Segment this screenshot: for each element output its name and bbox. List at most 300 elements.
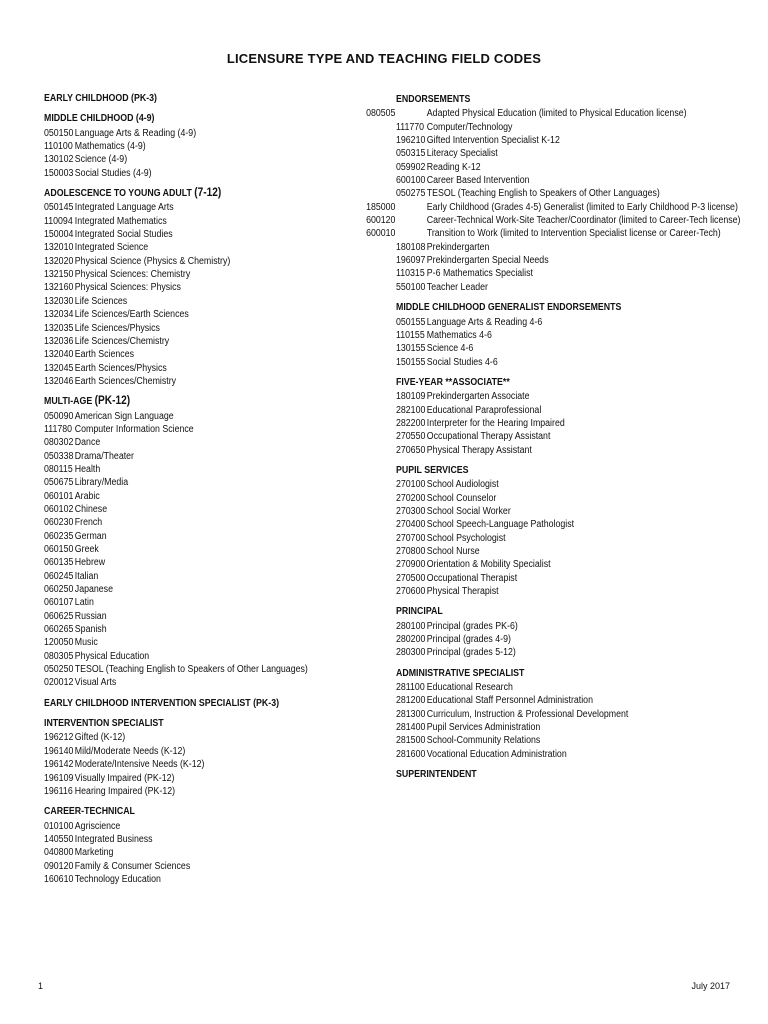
field-name: School Nurse: [426, 546, 480, 557]
field-code: 270550: [396, 431, 426, 443]
field-code: 196142: [44, 759, 74, 771]
field-code-row: [44, 362, 361, 375]
field-code: 050250: [44, 664, 74, 676]
field-name: French: [74, 517, 103, 529]
field-code: 281300: [396, 708, 426, 720]
section-heading-text: INTERVENTION SPECIALIST: [44, 718, 164, 730]
section-heading-text: EARLY CHILDHOOD INTERVENTION SPECIALIST (PK-3): [44, 697, 280, 709]
field-name: Orientation & Mobility Specialist: [426, 559, 551, 571]
field-name: Vocational Education Administration: [426, 748, 567, 760]
field-code-row: [44, 490, 361, 503]
field-name: Mathematics (4-9): [74, 141, 146, 153]
field-name: Principal (grades 5-12): [426, 647, 516, 659]
section-heading-text: SUPERINTENDENT: [396, 769, 477, 781]
field-code: 270400: [396, 519, 426, 531]
field-code-row: [44, 153, 361, 166]
field-code-row: [396, 646, 748, 659]
field-name: Career-Technical Work-Site Teacher/Coordinator (limited to Career-Tech license): [426, 215, 741, 227]
field-code: 110094: [44, 215, 73, 227]
field-name: Pupil Services Administration: [426, 722, 541, 734]
field-code-row: [396, 478, 748, 491]
section-heading-text: ENDORSEMENTS: [396, 94, 471, 105]
field-code-row: [396, 187, 748, 200]
field-name: Educational Research: [426, 682, 513, 694]
section-heading-text: PUPIL SERVICES: [396, 464, 469, 476]
field-code-row: [44, 348, 361, 361]
field-name: TESOL (Teaching English to Speakers of Other Languages): [74, 664, 308, 676]
field-code: 050150: [44, 127, 74, 139]
field-name: Integrated Social Studies: [74, 229, 173, 241]
field-name: Life Sciences/Earth Sciences: [74, 309, 189, 321]
field-code: 020012: [44, 677, 74, 689]
field-code: 110100: [44, 141, 73, 153]
field-code-row: [396, 404, 748, 417]
field-code: 150155: [396, 356, 426, 368]
field-code: 180109: [396, 391, 426, 403]
section-career-technical: [44, 805, 361, 886]
field-code: 550100: [396, 281, 426, 293]
section-middle-childhood-4-9: [44, 112, 361, 180]
section-five-year-associate: [396, 376, 748, 457]
field-code: 090120: [44, 860, 74, 872]
field-code-row: [396, 390, 748, 403]
field-code: 281400: [396, 722, 426, 734]
field-code-row: [44, 436, 361, 449]
field-code: 270650: [396, 444, 426, 456]
field-code: 050275: [396, 188, 426, 200]
field-code-row: [44, 127, 361, 140]
field-code: 060245: [44, 570, 74, 582]
field-code-row: [396, 681, 748, 694]
field-code-row: [44, 758, 361, 771]
field-code-row: [396, 532, 748, 545]
field-name: German: [74, 530, 107, 542]
field-name: P-6 Mathematics Specialist: [426, 268, 533, 280]
field-code-row: [44, 463, 361, 476]
field-code-row: [44, 846, 361, 859]
field-code: 600010: [366, 228, 396, 240]
field-code: 060230: [44, 517, 74, 529]
field-name: Physical Science (Physics & Chemistry): [74, 255, 231, 267]
field-code: 060102: [44, 503, 74, 515]
field-name: Japanese: [74, 584, 113, 596]
section-heading: [44, 805, 361, 818]
section-heading-range: (7-12): [194, 187, 222, 200]
field-code-row: [44, 636, 361, 649]
field-name: Reading K-12: [426, 161, 481, 173]
field-code: 050155: [396, 316, 426, 328]
field-name: Physical Education: [74, 650, 150, 662]
field-name: TESOL (Teaching English to Speakers of Other Languages): [426, 188, 660, 200]
field-code: 130102: [44, 154, 74, 166]
field-name: Early Childhood (Grades 4-5) Generalist (limited to Early Childhood P-3 license): [426, 201, 738, 213]
field-code: 140550: [44, 833, 74, 845]
field-code-row: [366, 201, 748, 214]
field-code-row: [44, 860, 361, 873]
field-code: 050338: [44, 450, 74, 462]
field-name: School Social Worker: [426, 505, 511, 517]
field-code-row: [44, 410, 361, 423]
field-code: 196109: [44, 772, 74, 784]
field-code: 060625: [44, 610, 74, 622]
section-heading: [396, 605, 748, 618]
field-name: Gifted (K-12): [74, 732, 126, 744]
field-code: 130155: [396, 343, 426, 355]
field-code: 060107: [44, 597, 74, 609]
field-code-row: [44, 241, 361, 254]
field-code: 132160: [44, 282, 74, 294]
field-code: 060150: [44, 544, 74, 555]
field-code-row: [396, 748, 748, 761]
field-code-row: [44, 820, 361, 833]
field-code-row: [396, 620, 748, 633]
field-name: School Counselor: [426, 492, 497, 504]
left-column: [44, 92, 361, 886]
field-code-row: [396, 281, 748, 294]
field-name: Language Arts & Reading 4-6: [426, 316, 543, 328]
field-code-row: [44, 623, 361, 636]
field-code: 132030: [44, 295, 74, 307]
field-code: 281200: [396, 695, 426, 707]
section-heading-text: MIDDLE CHILDHOOD (4-9): [44, 113, 155, 125]
field-code: 282100: [396, 404, 426, 416]
section-heading: [44, 697, 361, 710]
field-code-row: [44, 650, 361, 663]
section-heading: [44, 112, 361, 125]
section-heading-text: ADOLESCENCE TO YOUNG ADULT: [44, 188, 195, 200]
field-code-row: [44, 556, 361, 569]
field-name: Prekindergarten Special Needs: [426, 255, 549, 267]
field-name: Marketing: [74, 847, 114, 859]
field-code-row: [44, 663, 361, 676]
field-name: Computer Information Science: [74, 423, 194, 435]
section-heading: [44, 92, 361, 105]
section-early-childhood-intervention-specialist-pk-3: [44, 697, 361, 710]
field-code-row: [44, 423, 361, 436]
field-code-row: [396, 558, 748, 571]
field-name: Chinese: [74, 503, 108, 515]
section-heading-text: ADMINISTRATIVE SPECIALIST: [396, 667, 525, 679]
field-name: School-Community Relations: [426, 735, 541, 747]
field-code: 050675: [44, 477, 74, 489]
field-code-row: [396, 316, 748, 329]
section-middle-childhood-generalist-endorsements: [396, 301, 748, 369]
field-code: 280300: [396, 647, 426, 659]
field-name: Technology Education: [74, 873, 161, 885]
field-name: Career Based Intervention: [426, 175, 530, 187]
field-code: 080115: [44, 463, 73, 475]
field-name: School Psychologist: [426, 532, 506, 544]
field-code: 270100: [396, 479, 426, 491]
field-name: School Speech-Language Pathologist: [426, 519, 575, 531]
field-code-row: [44, 450, 361, 463]
section-principal: [396, 605, 748, 659]
field-code-row: [44, 873, 361, 886]
field-code-row: [44, 255, 361, 268]
field-code: 281500: [396, 735, 426, 747]
field-code: 196210: [396, 135, 426, 147]
field-name: Visual Arts: [74, 677, 117, 689]
section-heading-text: EARLY CHILDHOOD (PK-3): [44, 93, 157, 104]
field-name: Earth Sciences/Physics: [74, 362, 167, 374]
field-code-row: [44, 476, 361, 489]
field-code: 060250: [44, 584, 74, 596]
field-code: 280200: [396, 634, 426, 646]
field-name: Dance: [74, 437, 101, 449]
field-name: Prekindergarten: [426, 241, 490, 253]
field-name: Integrated Business: [74, 833, 153, 845]
section-heading-text: MULTI-AGE: [44, 396, 95, 408]
field-code-row: [396, 734, 748, 747]
section-early-childhood-pk-3: [44, 92, 361, 105]
field-code: 270200: [396, 492, 426, 504]
field-code: 050145: [44, 202, 74, 214]
section-endorsements: [366, 93, 748, 294]
field-code: 270700: [396, 532, 426, 544]
field-code-row: [396, 633, 748, 646]
field-code-row: [366, 107, 748, 120]
field-name: Physical Therapist: [426, 586, 499, 598]
field-code: 196212: [44, 732, 74, 744]
field-code: 196116: [44, 785, 73, 797]
field-code: 010100: [44, 820, 74, 832]
field-code: 150004: [44, 229, 74, 241]
field-code-row: [396, 694, 748, 707]
field-name: School Audiologist: [426, 479, 499, 491]
field-code: 040800: [44, 847, 74, 859]
section-heading: [396, 768, 748, 781]
section-heading-text: PRINCIPAL: [396, 606, 443, 618]
section-superintendent: [396, 768, 748, 781]
field-code-row: [44, 322, 361, 335]
field-code-row: [366, 214, 748, 227]
field-code: 050315: [396, 148, 426, 160]
field-name: Arabic: [74, 490, 100, 502]
field-name: Prekindergarten Associate: [426, 391, 530, 403]
field-code: 160610: [44, 873, 74, 885]
section-heading: [396, 301, 748, 314]
field-name: Educational Staff Personnel Administration: [426, 695, 593, 707]
field-code-row: [44, 295, 361, 308]
field-name: Latin: [74, 597, 94, 609]
field-code: 280100: [396, 620, 426, 632]
field-code: 600120: [366, 215, 396, 227]
field-code-row: [44, 503, 361, 516]
field-code-row: [44, 543, 361, 556]
field-name: Earth Sciences/Chemistry: [74, 375, 177, 387]
field-name: Hebrew: [74, 557, 106, 569]
field-code: 132046: [44, 375, 74, 387]
field-code: 059902: [396, 161, 426, 173]
field-code-row: [396, 492, 748, 505]
field-code-row: [366, 227, 748, 240]
field-code: 270900: [396, 559, 426, 571]
field-name: Family & Consumer Sciences: [74, 860, 191, 872]
field-code-row: [396, 121, 748, 134]
field-code: 270500: [396, 572, 426, 584]
field-code-row: [396, 147, 748, 160]
section-heading: [396, 376, 748, 389]
field-code-row: [44, 308, 361, 321]
field-code: 132034: [44, 309, 74, 321]
field-name: Interpreter for the Hearing Impaired: [426, 417, 565, 429]
field-code-row: [396, 444, 748, 457]
field-code-row: [396, 329, 748, 342]
field-code: 060235: [44, 530, 74, 542]
field-name: Health: [74, 463, 101, 475]
field-code-row: [44, 583, 361, 596]
section-heading: [396, 93, 748, 106]
field-name: Integrated Science: [74, 242, 149, 254]
field-code: 600100: [396, 175, 426, 187]
field-code: 132150: [44, 269, 74, 281]
section-multi-age-pk-12: [44, 395, 361, 690]
section-heading: [44, 395, 361, 408]
field-code-row: [44, 676, 361, 689]
field-code: 080302: [44, 437, 74, 449]
field-code: 132020: [44, 255, 74, 267]
field-name: Teacher Leader: [426, 281, 488, 293]
field-code-row: [44, 201, 361, 214]
field-code-row: [396, 161, 748, 174]
field-code: 120050: [44, 637, 74, 649]
field-name: Transition to Work (limited to Intervention Specialist license or Career-Tech): [426, 228, 721, 240]
field-code: 270800: [396, 546, 426, 557]
field-code-row: [396, 417, 748, 430]
field-code-row: [44, 596, 361, 609]
section-pupil-services: [396, 464, 748, 598]
field-code-row: [396, 572, 748, 585]
section-adolescence-to-young-adult-7-12: [44, 187, 361, 388]
field-code: 185000: [366, 201, 396, 213]
field-name: Science 4-6: [426, 343, 474, 355]
field-code-row: [396, 241, 748, 254]
field-code: 281100: [396, 682, 425, 694]
field-name: Life Sciences/Physics: [74, 322, 160, 334]
footer-date: July 2017: [691, 981, 730, 991]
field-name: Hearing Impaired (PK-12): [74, 785, 176, 797]
field-code-row: [44, 772, 361, 785]
field-code-row: [44, 268, 361, 281]
field-name: Life Sciences/Chemistry: [74, 335, 170, 347]
field-code-row: [396, 174, 748, 187]
section-heading: [44, 717, 361, 730]
field-name: Computer/Technology: [426, 121, 513, 133]
field-name: Life Sciences: [74, 295, 128, 307]
field-code-row: [396, 505, 748, 518]
field-code-row: [44, 570, 361, 583]
field-code: 196097: [396, 255, 426, 267]
field-name: Library/Media: [74, 477, 129, 489]
field-code: 132036: [44, 335, 74, 347]
field-code-row: [44, 215, 361, 228]
field-code: 110315: [396, 268, 425, 280]
field-name: Integrated Mathematics: [74, 215, 167, 227]
field-code-row: [44, 785, 361, 798]
section-heading: [396, 667, 748, 680]
field-name: Occupational Therapist: [426, 572, 518, 584]
field-code: 080505: [366, 108, 396, 120]
page-number: 1: [38, 981, 44, 991]
field-code: 110155: [396, 329, 425, 341]
field-code: 111770: [396, 121, 425, 133]
field-name: Gifted Intervention Specialist K-12: [426, 135, 560, 147]
field-code: 132035: [44, 322, 74, 334]
field-name: Occupational Therapy Assistant: [426, 431, 551, 443]
field-code-row: [396, 134, 748, 147]
section-heading: [396, 464, 748, 477]
field-code-row: [44, 516, 361, 529]
field-name: Language Arts & Reading (4-9): [74, 127, 197, 139]
section-heading: [44, 187, 361, 200]
field-code-row: [44, 140, 361, 153]
field-code: 111780: [44, 423, 73, 435]
section-intervention-specialist: [44, 717, 361, 798]
field-code: 281600: [396, 748, 426, 760]
field-code-row: [396, 430, 748, 443]
field-name: Principal (grades 4-9): [426, 634, 511, 646]
field-code: 060135: [44, 557, 74, 569]
field-code-row: [44, 731, 361, 744]
field-name: Social Studies 4-6: [426, 356, 498, 368]
field-code-row: [44, 335, 361, 348]
field-code-row: [396, 254, 748, 267]
field-code: 270600: [396, 586, 426, 598]
field-code: 196140: [44, 745, 74, 757]
field-name: Spanish: [74, 624, 107, 636]
field-code-row: [396, 708, 748, 721]
field-code-row: [44, 375, 361, 388]
field-code-row: [44, 281, 361, 294]
field-name: Adapted Physical Education (limited to Physical Education license): [426, 108, 687, 120]
field-code: 180108: [396, 241, 426, 253]
field-code-row: [44, 833, 361, 846]
section-heading-text: CAREER-TECHNICAL: [44, 806, 135, 818]
field-code-row: [44, 745, 361, 758]
field-name: Principal (grades PK-6): [426, 620, 518, 632]
field-code-row: [396, 721, 748, 734]
field-code-row: [396, 585, 748, 598]
field-code: 282200: [396, 417, 426, 429]
field-code: 132010: [44, 242, 74, 254]
field-code-row: [396, 518, 748, 531]
field-name: Literacy Specialist: [426, 148, 498, 160]
field-code-row: [44, 530, 361, 543]
field-name: Educational Paraprofessional: [426, 404, 542, 416]
field-name: Greek: [74, 544, 99, 555]
page-title: LICENSURE TYPE AND TEACHING FIELD CODES: [226, 51, 542, 66]
field-code-row: [44, 167, 361, 180]
section-heading-text: FIVE-YEAR **ASSOCIATE**: [396, 376, 510, 388]
field-code: 080305: [44, 650, 74, 662]
field-name: Earth Sciences: [74, 349, 134, 361]
field-code-row: [44, 228, 361, 241]
field-code: 060265: [44, 624, 74, 636]
field-name: Drama/Theater: [74, 450, 134, 462]
field-code: 132040: [44, 349, 74, 361]
field-name: Visually Impaired (PK-12): [74, 772, 175, 784]
field-name: Mathematics 4-6: [426, 329, 492, 341]
field-name: Agriscience: [74, 820, 121, 832]
field-name: Integrated Language Arts: [74, 202, 174, 214]
field-name: Moderate/Intensive Needs (K-12): [74, 759, 205, 771]
field-name: Russian: [74, 610, 107, 622]
field-name: Physical Sciences: Chemistry: [74, 269, 191, 281]
right-column: [366, 93, 748, 783]
section-administrative-specialist: [396, 667, 748, 761]
field-name: Italian: [74, 570, 99, 582]
field-name: Science (4-9): [74, 154, 128, 166]
